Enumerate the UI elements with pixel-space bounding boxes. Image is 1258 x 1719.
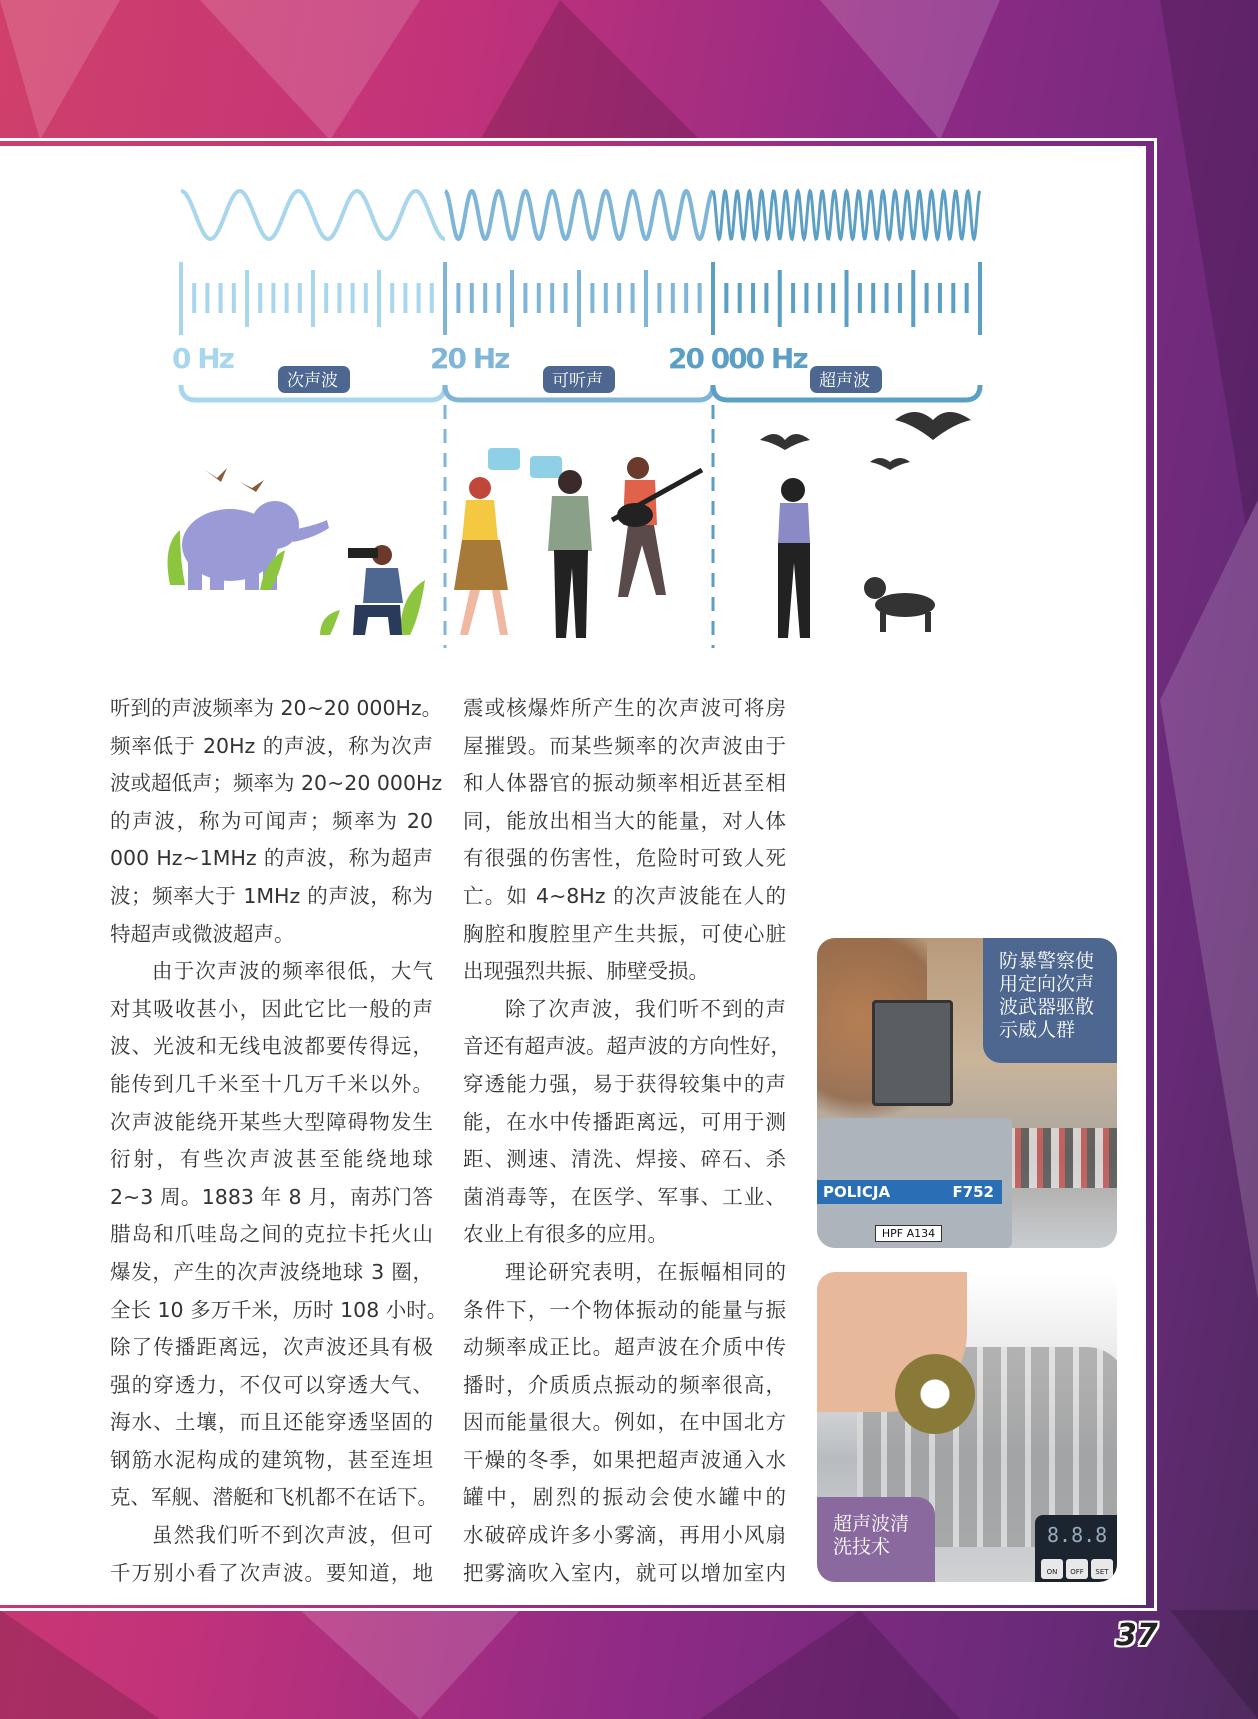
elephant-illustration bbox=[182, 501, 329, 590]
frequency-ruler bbox=[181, 262, 980, 335]
guitarist-illustration bbox=[612, 457, 702, 597]
sound-waves bbox=[181, 191, 980, 239]
caption-line: 洗技术 bbox=[833, 1536, 891, 1558]
text-line: 钢筋水泥构成的建筑物，甚至连坦 bbox=[110, 1447, 433, 1472]
text-line: 穿透能力强，易于获得较集中的声 bbox=[463, 1071, 786, 1096]
text-line: 波；频率大于 1MHz 的声波，称为 bbox=[110, 883, 433, 908]
woman-illustration bbox=[454, 477, 508, 635]
metal-part bbox=[895, 1354, 975, 1434]
text-line: 的声波，称为可闻声；频率为 20 bbox=[110, 808, 433, 833]
text-line: 音还有超声波。超声波的方向性好， bbox=[463, 1034, 791, 1059]
set-button[interactable]: SET bbox=[1091, 1559, 1113, 1579]
caption-line: 示威人群 bbox=[999, 1019, 1076, 1041]
band-label-ultrasound: 超声波 bbox=[819, 371, 870, 391]
license-plate: HPF A134 bbox=[875, 1225, 942, 1242]
text-line: 腊岛和爪哇岛之间的克拉卡托火山 bbox=[110, 1222, 433, 1247]
text-line: 条件下，一个物体振动的能量与振 bbox=[463, 1297, 786, 1322]
article-column-2 bbox=[463, 690, 791, 1592]
photo-ultrasonic-cleaner bbox=[817, 1272, 1117, 1582]
freq-label-0hz: 0 Hz bbox=[172, 342, 233, 375]
text-line: 菌消毒等，在医学、军事、工业、 bbox=[463, 1184, 786, 1209]
text-line: 爆发，产生的次声波绕地球 3 圈， bbox=[110, 1259, 433, 1284]
text-line: 特超声或微波超声。 bbox=[110, 921, 295, 946]
text-line: 震或核爆炸所产生的次声波可将房 bbox=[463, 696, 786, 720]
speech-bubbles-icon bbox=[488, 448, 562, 478]
text-line: 出现强烈共振、肺壁受损。 bbox=[463, 959, 709, 984]
caption-line: 防暴警察使 bbox=[999, 950, 1095, 972]
text-line: 把雾滴吹入室内，就可以增加室内 bbox=[463, 1560, 786, 1585]
text-line: 波或超低声；频率为 20~20 000Hz bbox=[110, 771, 443, 796]
text-line: 千万别小看了次声波。要知道，地 bbox=[110, 1560, 433, 1585]
band-label-audible: 可听声 bbox=[552, 371, 603, 391]
bats-illustration bbox=[760, 412, 971, 470]
text-line: 动频率成正比。超声波在介质中传 bbox=[463, 1335, 786, 1360]
caption-line: 超声波清 bbox=[833, 1513, 910, 1535]
wave-segment bbox=[181, 191, 445, 239]
dog-illustration bbox=[864, 577, 935, 632]
page-number: 37 bbox=[1116, 1618, 1158, 1653]
text-line: 干燥的冬季，如果把超声波通入水 bbox=[463, 1447, 786, 1472]
police-vehicle bbox=[817, 1118, 1012, 1248]
article-column-1 bbox=[110, 690, 448, 1592]
text-line: 强的穿透力，不仅可以穿透大气、 bbox=[110, 1372, 433, 1397]
text-line: 有很强的伤害性，危险时可致人死 bbox=[463, 846, 786, 871]
frequency-diagram bbox=[0, 0, 1258, 700]
text-line: 000 Hz~1MHz 的声波，称为超声 bbox=[110, 846, 433, 871]
text-line: 因而能量很大。例如，在中国北方 bbox=[463, 1410, 786, 1435]
freq-label-20000hz: 20 000 Hz bbox=[668, 342, 807, 375]
text-line: 能传到几千米至十几万千米以外。 bbox=[110, 1071, 433, 1096]
digital-display: 8.8.8 bbox=[1047, 1523, 1108, 1547]
text-line: 除了次声波，我们听不到的声 bbox=[505, 996, 786, 1021]
text-line: 亡。如 4~8Hz 的次声波能在人的 bbox=[463, 883, 786, 908]
text-line: 频率低于 20Hz 的声波，称为次声 bbox=[110, 733, 433, 758]
control-panel bbox=[1035, 1515, 1117, 1582]
text-line: 理论研究表明，在振幅相同的 bbox=[505, 1259, 786, 1284]
photo1-caption bbox=[983, 938, 1117, 1063]
text-line: 能，在水中传播距离远，可用于测 bbox=[463, 1109, 786, 1134]
man-illustration bbox=[548, 470, 592, 638]
text-line: 距、测速、清洗、焊接、碎石、杀 bbox=[463, 1147, 786, 1172]
text-line: 克、军舰、潜艇和飞机都不在话下。 bbox=[110, 1485, 438, 1510]
text-line: 次声波能绕开某些大型障碍物发生 bbox=[110, 1109, 433, 1134]
text-line: 海水、土壤，而且还能穿透坚固的 bbox=[110, 1410, 433, 1435]
vehicle-label: POLICJA bbox=[823, 1183, 891, 1201]
text-line: 由于次声波的频率很低，大气 bbox=[152, 959, 433, 984]
text-line: 胸腔和腹腔里产生共振，可使心脏 bbox=[463, 921, 786, 946]
caption-line: 用定向次声 bbox=[999, 973, 1095, 995]
vehicle-number: F752 bbox=[952, 1183, 994, 1201]
photo-sonic-weapon bbox=[817, 938, 1117, 1248]
text-line: 水破碎成许多小雾滴，再用小风扇 bbox=[463, 1523, 786, 1548]
listening-woman-illustration bbox=[778, 478, 810, 638]
text-line: 播时，介质质点振动的频率很高， bbox=[463, 1372, 786, 1397]
photo2-caption bbox=[817, 1497, 935, 1582]
wave-segment bbox=[445, 191, 713, 239]
text-line: 虽然我们听不到次声波，但可 bbox=[152, 1523, 433, 1548]
text-line: 波、光波和无线电波都要传得远， bbox=[110, 1034, 433, 1059]
text-line: 罐中，剧烈的振动会使水罐中的 bbox=[463, 1485, 786, 1510]
text-line: 对其吸收甚小，因此它比一般的声 bbox=[110, 996, 433, 1021]
band-label-infrasound: 次声波 bbox=[287, 371, 338, 391]
text-line: 和人体器官的振动频率相近甚至相 bbox=[463, 771, 786, 796]
off-button[interactable]: OFF bbox=[1066, 1559, 1088, 1579]
text-line: 除了传播距离远，次声波还具有极 bbox=[110, 1335, 433, 1360]
on-button[interactable]: ON bbox=[1041, 1559, 1063, 1579]
freq-label-20hz: 20 Hz bbox=[430, 342, 509, 375]
caption-line: 波武器驱散 bbox=[999, 996, 1095, 1018]
birds-illustration bbox=[205, 468, 264, 492]
text-line: 全长 10 多万千米，历时 108 小时。 bbox=[110, 1297, 448, 1322]
text-line: 屋摧毁。而某些频率的次声波由于 bbox=[463, 733, 786, 758]
text-line: 2~3 周。1883 年 8 月，南苏门答 bbox=[110, 1184, 433, 1209]
wave-segment bbox=[713, 191, 980, 239]
text-line: 衍射，有些次声波甚至能绕地球 bbox=[110, 1147, 433, 1172]
text-line: 农业上有很多的应用。 bbox=[463, 1222, 668, 1247]
text-line: 同，能放出相当大的能量，对人体 bbox=[463, 808, 786, 833]
text-line: 听到的声波频率为 20~20 000Hz。 bbox=[110, 696, 443, 720]
crowd bbox=[1007, 1128, 1117, 1188]
photographer-illustration bbox=[348, 545, 403, 635]
sonic-device bbox=[872, 1000, 953, 1106]
